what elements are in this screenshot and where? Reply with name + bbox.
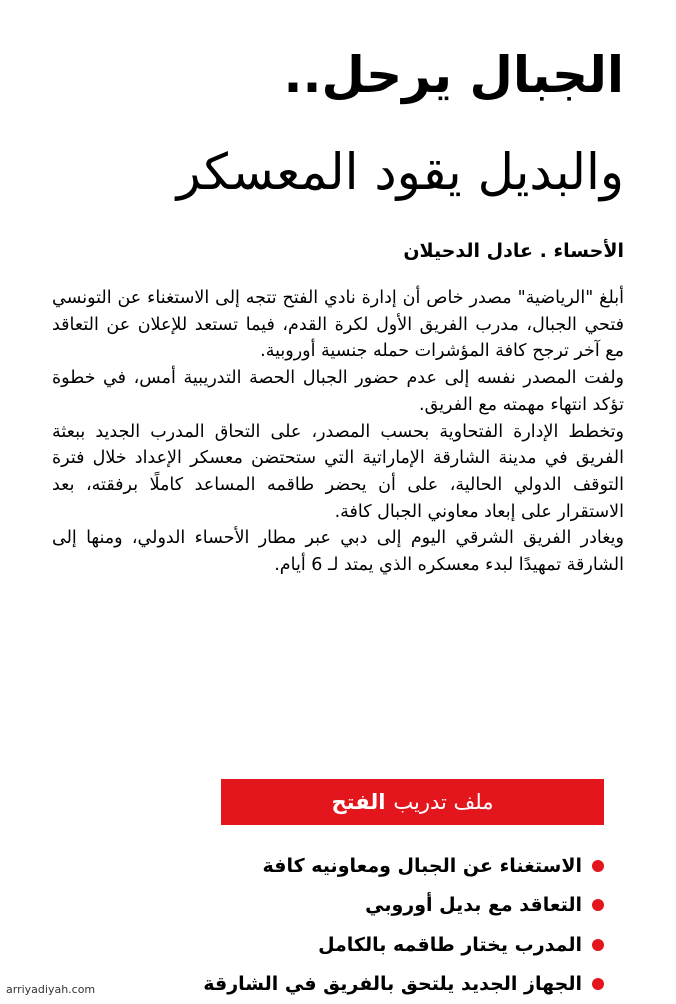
article-body (52, 285, 624, 579)
headline-main: الجبال يرحل.. (44, 48, 624, 103)
fact-box-item (134, 965, 604, 1004)
fact-box-item-text: الاستغناء عن الجبال ومعاونيه كافة (263, 855, 582, 877)
article-paragraph: ولفت المصدر نفسه إلى عدم حضور الجبال الحصة التدريبية أمس، في خطوة تؤكد انتهاء مهمته مع الفريق. (52, 365, 624, 418)
article-paragraph: ويغادر الفريق الشرقي اليوم إلى دبي عبر مطار الأحساء الدولي، ومنها إلى الشارقة تمهيدًا لبدء معسكره الذي يمتد لـ 6 أيام. (52, 525, 624, 578)
red-bullet-icon (592, 899, 604, 911)
article-paragraph: وتخطط الإدارة الفتحاوية بحسب المصدر، على التحاق المدرب الجديد ببعثة الفريق في مدينة الشارقة الإماراتية التي ستحتضن معسكر الإعداد خلال فترة التوقف الدولي الحالية، على أن يحضر طاقمه المساعد كاملًا برفقته، بعد الاستقرار على إبعاد معاوني الجبال كافة. (52, 419, 624, 526)
byline: الأحساء . عادل الدحيلان (44, 240, 624, 262)
red-bullet-icon (592, 939, 604, 951)
fact-box-header (221, 779, 604, 825)
fact-box-item-text: المدرب يختار طاقمه بالكامل (318, 934, 582, 956)
fact-box-item (134, 886, 604, 926)
fact-box-list (134, 846, 604, 1004)
fact-box-item-text: التعاقد مع بديل أوروبي (365, 894, 582, 916)
article-paragraph: أبلغ "الرياضية" مصدر خاص أن إدارة نادي الفتح تتجه إلى الاستغناء عن التونسي فتحي الجبال، مدرب الفريق الأول لكرة القدم، فيما تستعد للإعلان عن التعاقد مع آخر ترجح كافة المؤشرات حمله جنسية أوروبية. (52, 285, 624, 365)
red-bullet-icon (592, 978, 604, 990)
fact-box-item-text: الجهاز الجديد يلتحق بالفريق في الشارقة (203, 973, 582, 995)
headline-sub: والبديل يقود المعسكر (44, 145, 624, 200)
fact-box-title-bold: الفتح (332, 790, 386, 814)
source-watermark: arriyadiyah.com (6, 983, 95, 996)
red-bullet-icon (592, 860, 604, 872)
fact-box-title-light: ملف تدريب (393, 790, 493, 814)
fact-box-item (134, 846, 604, 886)
fact-box-item (134, 925, 604, 965)
